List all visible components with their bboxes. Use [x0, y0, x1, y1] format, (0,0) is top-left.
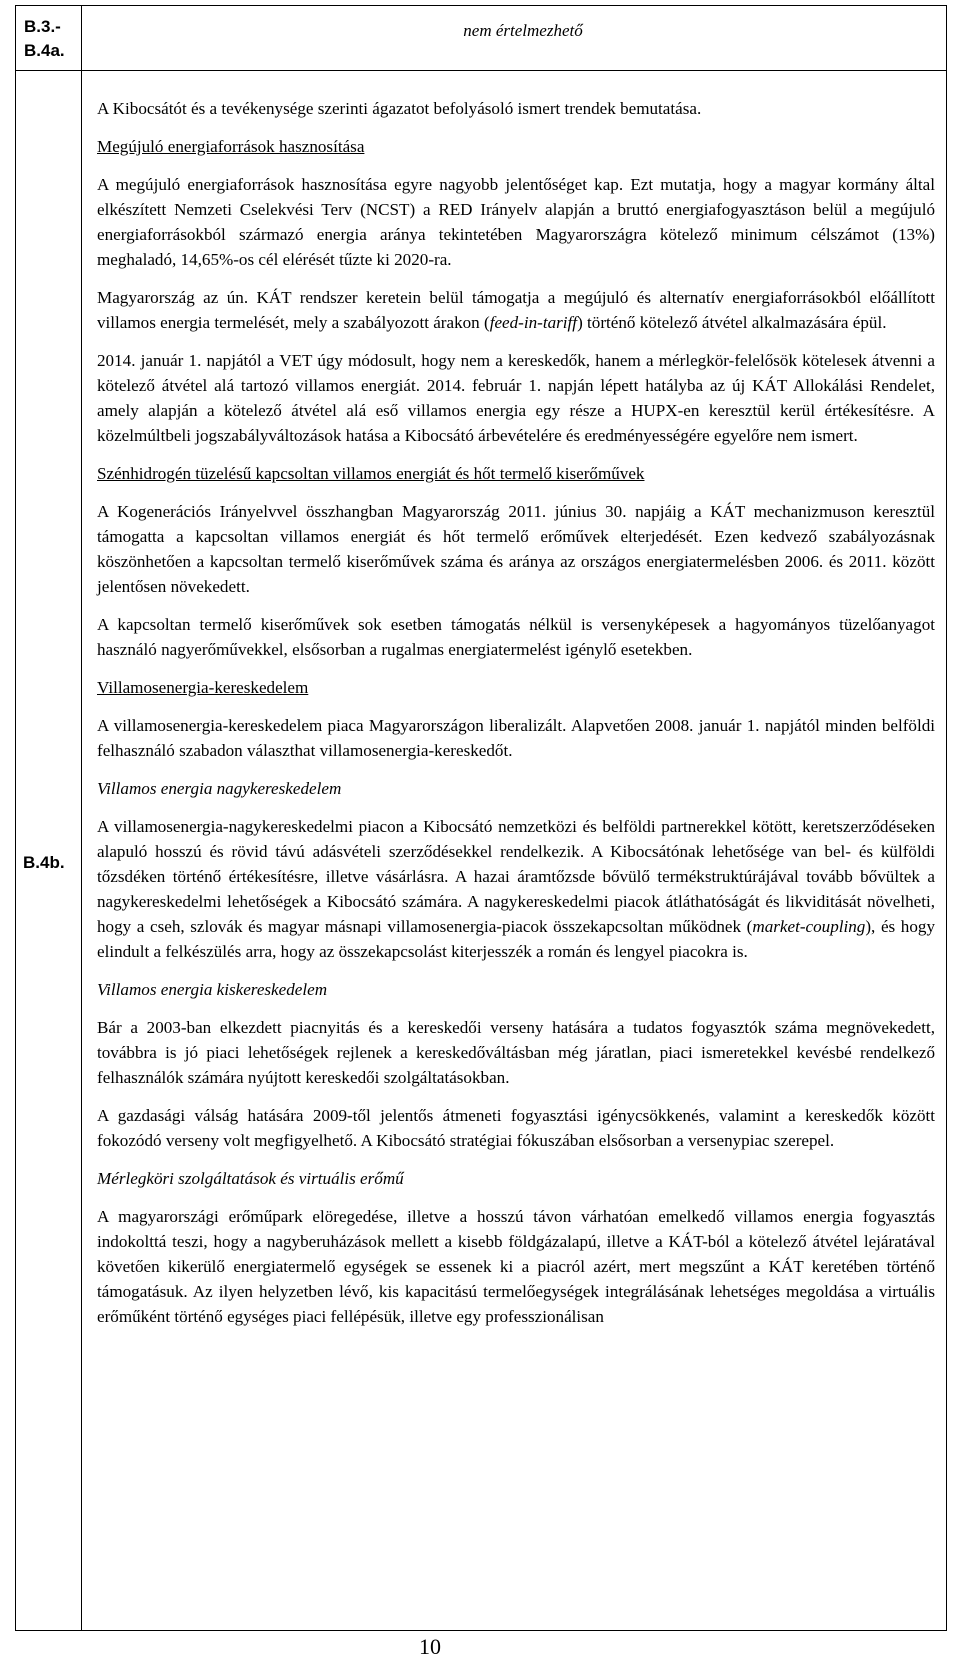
page-number: 10: [419, 1634, 441, 1659]
paragraph-szenhidrogen-1: A Kogenerációs Irányelvvel összhangban Magyarország 2011. június 30. napjáig a KÁT mechanizmuson keresztül támogatta a kapcsoltan villamos energiát és hőt termelő erőművek elterjedését. Ezen kedvező szabályozásnak köszönhetően a kapcsoltan termelő kiserőművek száma és aránya az országos energiatermelésben 2006. és 2011. között jelentősen növekedett.: [97, 502, 935, 596]
paragraph-kiskereskedelem-2: A gazdasági válság hatására 2009-től jelentős átmeneti fogyasztási igénycsökkenés, valamint a kereskedők között fokozódó verseny volt megfigyelhető. A Kibocsátó stratégiai fókuszában elsősorban a versenypiac szerepel.: [97, 1106, 935, 1150]
paragraph-szenhidrogen-2: A kapcsoltan termelő kiserőművek sok esetben támogatás nélkül is versenyképesek a hagyományos tüzelőanyagot használó nagyerőművekkel, elsősorban a rugalmas energiatermelést igénylő esetekben.: [97, 615, 935, 659]
heading-kiskereskedelem: Villamos energia kiskereskedelem: [97, 980, 328, 999]
paragraph-kiskereskedelem-1: Bár a 2003-ban elkezdett piacnyitás és a kereskedői verseny hatására a tudatos fogyasztók száma megnövekedett, továbbra is jó piaci lehetőségek rejlenek a kereskedőváltásban még járatlan, piaci ismeretekkel kevésbé rendelkező felhasználók számára nyújtott kereskedői szolgáltatásokban.: [97, 1018, 935, 1087]
paragraph-villamosenergia-kereskedelem: A villamosenergia-kereskedelem piaca Magyarországon liberalizált. Alapvetően 2008. január 1. napjától minden belföldi felhasználó szabadon választhat villamosenergia-kereskedőt.: [97, 716, 935, 760]
border-right: [946, 5, 947, 1631]
row1-text: nem értelmezhető: [463, 21, 583, 40]
intro-paragraph: A Kibocsátót és a tevékenysége szerinti ágazatot befolyásoló ismert trendek bemutatása.: [97, 99, 702, 118]
paragraph-merlegkori: A magyarországi erőműpark elöregedése, illetve a hosszú távon várhatóan emelkedő villamos energia fogyasztás indokolttá teszi, hogy a nagyberuházások mellett a kisebb földgázalapú, illetve a KÁT-ból a kötelező átvétel lejáratával követően kikerülő energiatermelő egységek se essenek ki a piacról azért, mert megszűnt a KÁT keretében történő támogatásuk. Az ilyen helyzetben lévő, kis kapacitású termelőegységek integrálásának lehetséges megoldása a virtuális erőműként történő egységes piaci fellépésük, illetve egy professzionálisan: [97, 1207, 935, 1326]
heading-villamosenergia-kereskedelem: Villamosenergia-kereskedelem: [97, 678, 309, 697]
paragraph-megujulo-3: 2014. január 1. napjától a VET úgy módosult, hogy nem a kereskedők, hanem a mérlegkör-felelősök kötelesek átvenni a kötelező átvétel alá tartozó villamos energiát. 2014. február 1. napján lépett hatályba az új KÁT Allokálási Rendelet, amely alapján a kötelező átvétel alá eső villamos energia egy része a HUPX-en keresztül kerül értékesítésre. A közelmúltbeli jogszabályváltozások hatása a Kibocsátó árbevételére és eredményességére egyelőre nem ismert.: [97, 351, 935, 445]
term-market-coupling: market-coupling: [752, 917, 866, 936]
text-run: A villamosenergia-nagykereskedelmi piacon a Kibocsátó nemzetközi és belföldi partnerekkel kötött, keretszerződéseken alapuló hosszú és rövid távú adásvételi szerződésekkel rendelkezik. A Kibocsátónak lehetősége van bel- és külföldi tőzsdéken történő értékesítésre, illetve vásárlásra. A hazai áramtőzsde bővülő termékstruktúrájával tovább bővültek a nagykereskedelmi lehetőségek a Kibocsátó számára. A nagykereskedelmi piacok átláthatóságát és likviditását növelheti, hogy a cseh, szlovák és magyar másnapi villamosenergia-piacok összekapcsoltan működnek (: [97, 817, 935, 936]
heading-merlegkori: Mérlegköri szolgáltatások és virtuális erőmű: [97, 1169, 404, 1188]
text-run: ), és hogy elindult a felkészülés arra, hogy az összekapcsolást kiterjesszék a román és lengyel piacokra is.: [97, 917, 935, 961]
border-bottom: [15, 1630, 947, 1631]
section-content: [97, 96, 935, 1342]
term-feed-in-tariff: feed-in-tariff: [489, 313, 578, 332]
paragraph-nagykereskedelem: [97, 814, 935, 964]
text-run: Magyarország az ún. KÁT rendszer keretein belül támogatja a megújuló és alternatív energiaforrásokból előállított villamos energia termelését, mely a szabályozott árakon (: [97, 288, 935, 332]
heading-nagykereskedelem: Villamos energia nagykereskedelem: [97, 779, 342, 798]
column-divider: [81, 5, 82, 1631]
row2-label: B.4b.: [23, 853, 65, 872]
border-top: [15, 5, 947, 6]
text-run: ) történő kötelező átvétel alkalmazására épül.: [577, 313, 887, 332]
heading-szenhidrogen: Szénhidrogén tüzelésű kapcsoltan villamos energiát és hőt termelő kiserőművek: [97, 464, 645, 483]
heading-megujulo: Megújuló energiaforrások hasznosítása: [97, 137, 365, 156]
paragraph-megujulo-1: A megújuló energiaforrások hasznosítása egyre nagyobb jelentőséget kap. Ezt mutatja, hogy a magyar kormány által elkészített Nemzeti Cselekvési Terv (NCST) a RED Irányelv alapján a bruttó energiafogyasztáson belül a megújuló energiaforrásokból származó energia aránya tekintetében Magyarországra kötelező minimum célszámot (13%) meghaladó, 14,65%-os cél elérését tűzte ki 2020-ra.: [97, 175, 935, 269]
row-divider: [15, 70, 947, 71]
paragraph-megujulo-2: [97, 285, 935, 335]
row1-label: B.3.- B.4a.: [24, 17, 65, 60]
border-left: [15, 5, 16, 1631]
